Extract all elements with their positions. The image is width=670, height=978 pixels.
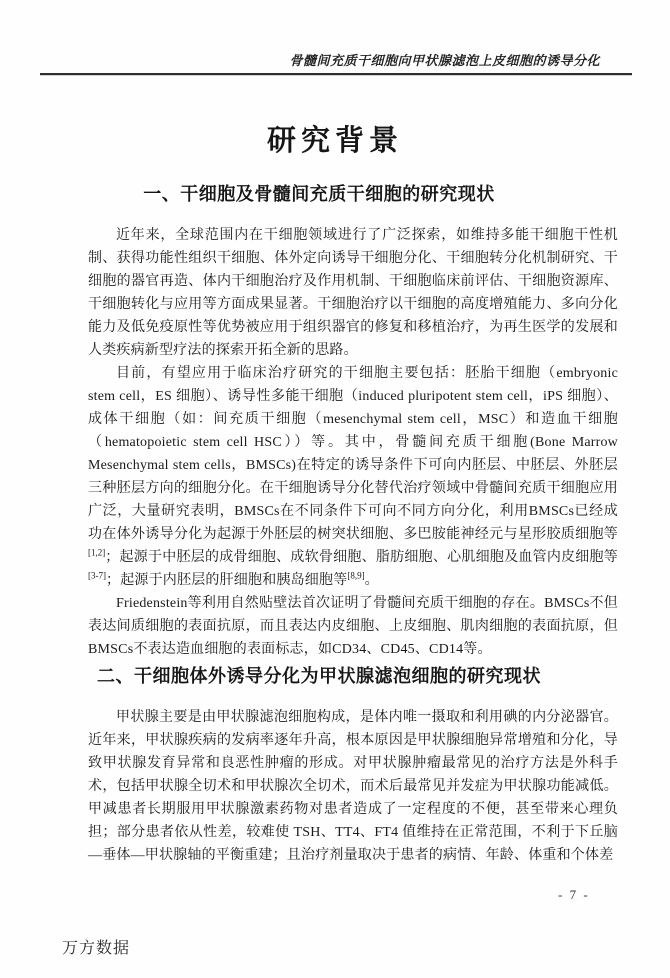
citation-reference: [1,2] xyxy=(88,547,106,558)
header-rule xyxy=(40,73,632,75)
page-number: - 7 - xyxy=(558,887,590,902)
citation-reference: [3-7] xyxy=(88,570,106,581)
text-run: ；起源于内胚层的肝细胞和胰岛细胞等 xyxy=(106,573,348,588)
text-run: 。 xyxy=(364,573,379,588)
text-run: 目前，有望应用于临床治疗研究的干细胞主要包括：胚胎干细胞（embryonic stem cell，ES 细胞）、诱导性多能干细胞（induced pluripotent stem cell，iPS 细胞）、成体干细胞（如：间充质干细胞（mesenchymal stem cell，MSC）和造血干细胞（hematopoietic stem cell HSC））等。其中，骨髓间充质干细胞(Bone Marrow Mesenchymal stem cells，BMSCs)在特定的诱导条件下可向内胚层、中胚层、外胚层三种胚层方向的细胞分化。在干细胞诱导分化替代治疗领域中骨髓间充质干细胞应用广泛，大量研究表明，BMSCs在不同条件下可向不同方向分化，利用BMSCs已经成功在体外诱导分化为起源于外胚层的树突状细胞、多巴胺能神经元与星形胶质细胞等 xyxy=(88,366,618,542)
paragraph-stem-cell-overview xyxy=(88,224,618,362)
text-run: ；起源于中胚层的成骨细胞、成软骨细胞、脂肪细胞、心肌细胞及血管内皮细胞等 xyxy=(105,550,618,565)
text-run: 近年来，全球范围内在干细胞领域进行了广泛探索，如维持多能干细胞干性机制、获得功能性组织干细胞、体外定向诱导干细胞分化、干细胞转分化机制研究、干细胞的器官再造、体内干细胞治疗及作用机制、干细胞临床前评估、干细胞资源库、干细胞转化与应用等方面成果显著。干细胞治疗以干细胞的高度增殖能力、多向分化能力及低免疫原性等优势被应用于组织器官的修复和移植治疗，为再生医学的发展和人类疾病新型疗法的探索开拓全新的思路。 xyxy=(88,228,618,358)
paragraph-thyroid xyxy=(88,706,618,867)
page-title: 研究背景 xyxy=(266,125,403,157)
text-run: Friedenstein等利用自然贴壁法首次证明了骨髓间充质干细胞的存在。BMSCs不但表达间质细胞的表面抗原，而且表达内皮细胞、上皮细胞、肌肉细胞的表面抗原，但BMSCs不表达造血细胞的表面标志，如CD34、CD45、CD14等。 xyxy=(88,596,618,657)
running-header-title: 骨髓间充质干细胞向甲状腺滤泡上皮细胞的诱导分化 xyxy=(289,53,600,68)
citation-reference: [8,9] xyxy=(347,570,365,581)
section-2-heading: 二、干细胞体外诱导分化为甲状腺滤泡细胞的研究现状 xyxy=(97,666,541,686)
paragraph-stem-cell-types xyxy=(88,362,618,592)
paragraph-friedenstein xyxy=(88,592,618,661)
text-run: 甲状腺主要是由甲状腺滤泡细胞构成，是体内唯一摄取和利用碘的内分泌器官。近年来，甲状腺疾病的发病率逐年升高，根本原因是甲状腺细胞异常增殖和分化，导致甲状腺发育异常和良恶性肿瘤的形成。对甲状腺肿瘤最常见的治疗方法是外科手术，包括甲状腺全切术和甲状腺次全切术，而术后最常见并发症为甲状腺功能减低。甲减患者长期服用甲状腺激素药物对患者造成了一定程度的不便，甚至带来心理负担；部分患者依从性差，较难使 TSH、TT4、FT4 值维持在正常范围，不利于下丘脑—垂体—甲状腺轴的平衡重建；且治疗剂量取决于患者的病情、年龄、体重和个体差 xyxy=(88,710,618,863)
watermark-wanfang: 万方数据 xyxy=(62,940,131,957)
section-1-heading: 一、干细胞及骨髓间充质干细胞的研究现状 xyxy=(143,184,495,204)
content-column xyxy=(88,183,618,867)
